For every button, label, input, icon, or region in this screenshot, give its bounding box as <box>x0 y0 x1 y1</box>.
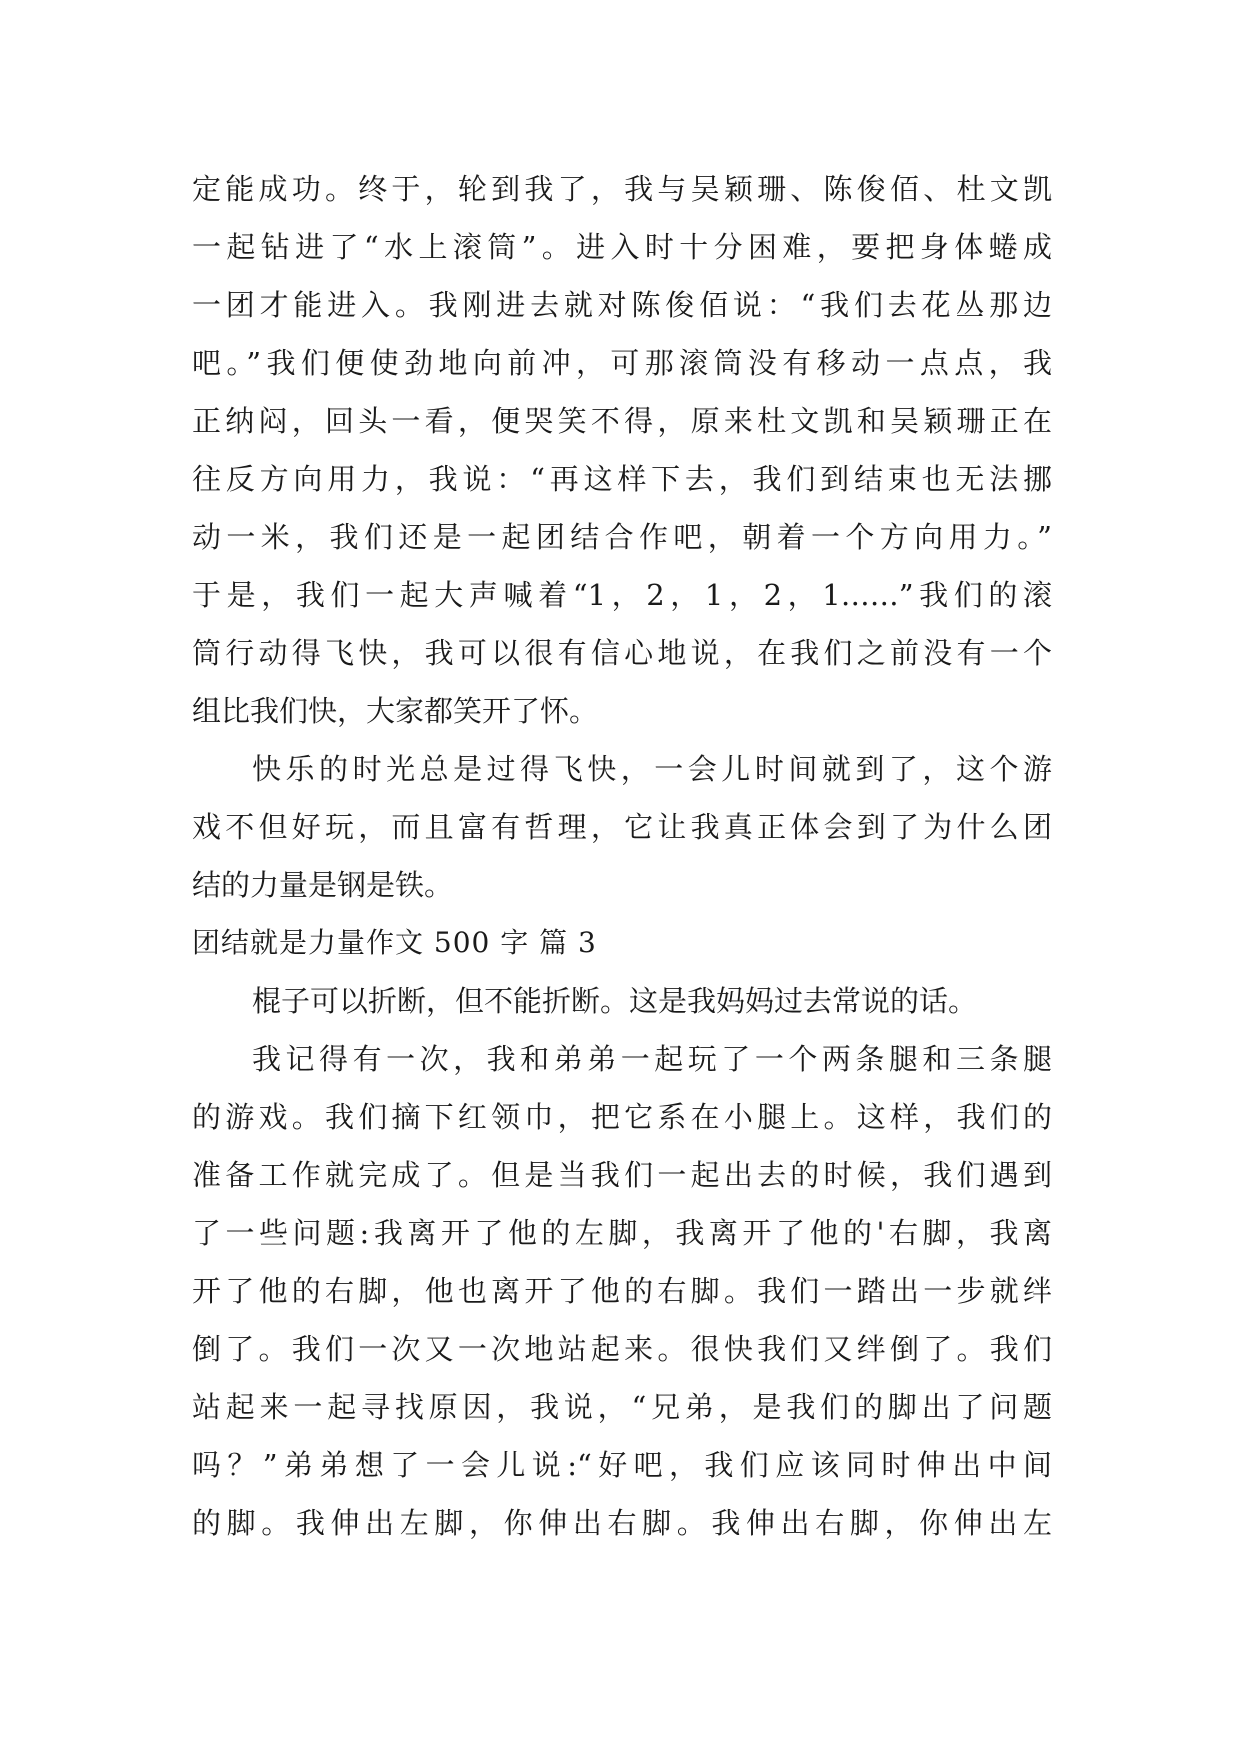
paragraph-line: 于是，我们一起大声喊着“1，2，1，2，1……”我们的滚 <box>192 578 1052 612</box>
paragraph-line: 开了他的右脚，他也离开了他的右脚。我们一踏出一步就绊 <box>192 1274 1052 1308</box>
paragraph-line: 棍子可以折断，但不能折断。这是我妈妈过去常说的话。 <box>252 984 978 1018</box>
paragraph-line: 吧。”我们便使劲地向前冲，可那滚筒没有移动一点点，我 <box>192 346 1052 380</box>
paragraph-line: 戏不但好玩，而且富有哲理，它让我真正体会到了为什么团 <box>192 810 1052 844</box>
section-heading: 团结就是力量作文 500 字 篇 3 <box>192 926 597 959</box>
paragraph-line: 往反方向用力，我说：“再这样下去，我们到结束也无法挪 <box>192 462 1052 496</box>
paragraph-line: 一团才能进入。我刚进去就对陈俊佰说：“我们去花丛那边 <box>192 288 1052 322</box>
paragraph-line: 动一米，我们还是一起团结合作吧，朝着一个方向用力。” <box>192 520 1052 554</box>
paragraph-line: 定能成功。终于，轮到我了，我与吴颖珊、陈俊佰、杜文凯 <box>192 172 1052 206</box>
paragraph-4 <box>192 1030 1052 1552</box>
paragraph-line: 筒行动得飞快，我可以很有信心地说，在我们之前没有一个 <box>192 636 1052 670</box>
paragraph-line: 准备工作就完成了。但是当我们一起出去的时候，我们遇到 <box>192 1158 1052 1192</box>
paragraph-line: 站起来一起寻找原因，我说，“兄弟，是我们的脚出了问题 <box>192 1390 1052 1424</box>
paragraph-line: 我记得有一次，我和弟弟一起玩了一个两条腿和三条腿 <box>252 1042 1052 1076</box>
paragraph-line: 快乐的时光总是过得飞快，一会儿时间就到了，这个游 <box>252 752 1052 786</box>
paragraph-line: 一起钻进了“水上滚筒”。进入时十分困难，要把身体蜷成 <box>192 230 1052 264</box>
paragraph-2 <box>192 740 1052 914</box>
paragraph-line: 了一些问题:我离开了他的左脚，我离开了他的'右脚，我离 <box>192 1216 1052 1250</box>
paragraph-line: 吗？”弟弟想了一会儿说:“好吧，我们应该同时伸出中间 <box>192 1448 1052 1482</box>
paragraph-line: 结的力量是钢是铁。 <box>192 868 454 902</box>
paragraph-line: 倒了。我们一次又一次地站起来。很快我们又绊倒了。我们 <box>192 1332 1052 1366</box>
document-body <box>192 160 1052 1552</box>
paragraph-3 <box>192 972 1052 1030</box>
paragraph-1 <box>192 160 1052 740</box>
paragraph-line: 正纳闷，回头一看，便哭笑不得，原来杜文凯和吴颖珊正在 <box>192 404 1052 438</box>
paragraph-line: 组比我们快，大家都笑开了怀。 <box>192 694 599 728</box>
paragraph-line: 的脚。我伸出左脚，你伸出右脚。我伸出右脚，你伸出左 <box>192 1506 1052 1540</box>
paragraph-line: 的游戏。我们摘下红领巾，把它系在小腿上。这样，我们的 <box>192 1100 1052 1134</box>
